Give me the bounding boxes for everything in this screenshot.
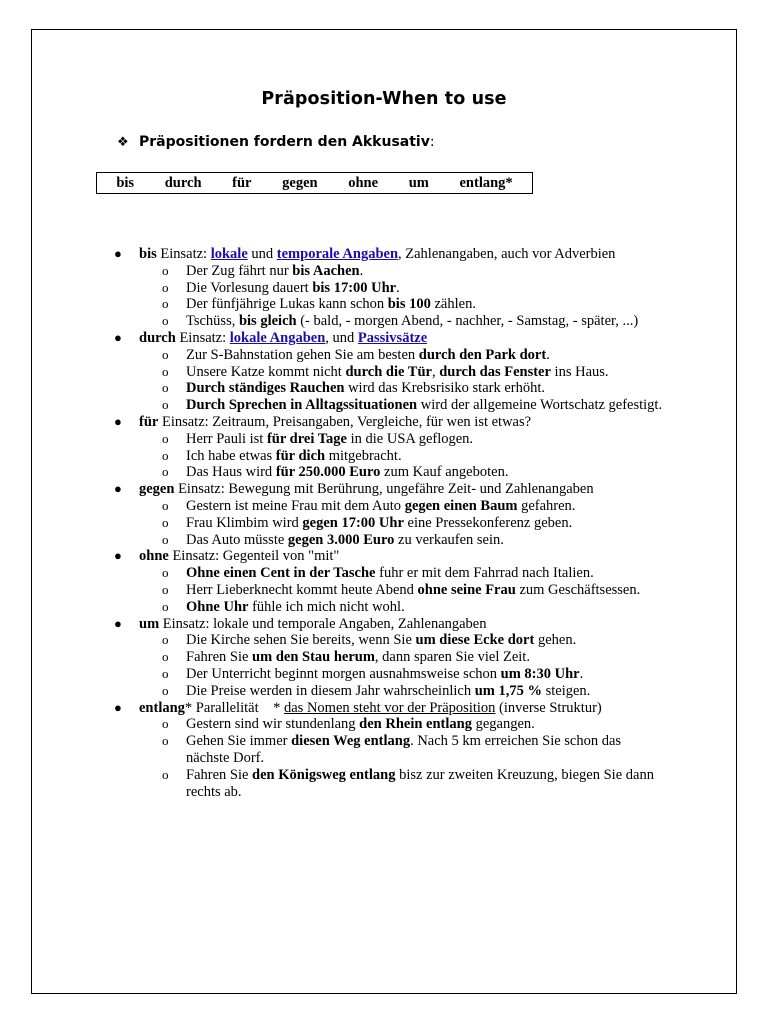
example-item: o Ich habe etwas für dich mitgebracht. — [162, 447, 402, 464]
example-item: o Herr Pauli ist für drei Tage in die USA geflogen. — [162, 430, 474, 447]
example-item: o Gestern ist meine Frau mit dem Auto gegen einen Baum gefahren. — [162, 497, 576, 514]
circle-bullet-icon: o — [162, 682, 169, 698]
example-item: o Unsere Katze kommt nicht durch die Tür, durch das Fenster ins Haus. — [162, 363, 609, 380]
example-item: o Das Haus wird für 250.000 Euro zum Kauf angeboten. — [162, 464, 509, 481]
list-item-um: ● um Einsatz: lokale und temporale Angaben, Zahlenangaben — [114, 615, 487, 632]
example-item: o Der fünfjährige Lukas kann schon bis 100 zählen. — [162, 296, 476, 313]
bullet-icon: ● — [114, 329, 122, 345]
prepositions-box — [96, 172, 533, 194]
example-item: o Der Unterricht beginnt morgen ausnahmsweise schon um 8:30 Uhr. — [162, 665, 584, 682]
circle-bullet-icon: o — [162, 531, 169, 547]
example-item: o Tschüss, bis gleich (- bald, - morgen Abend, - nachher, - Samstag, - später, ...) — [162, 313, 639, 330]
circle-bullet-icon: o — [162, 296, 169, 312]
list-item-entlang: ● entlang* Parallelität * das Nomen steht vor der Präposition (inverse Struktur) — [114, 699, 602, 716]
example-item: o Die Kirche sehen Sie bereits, wenn Sie um diese Ecke dort gehen. — [162, 632, 577, 649]
circle-bullet-icon: o — [162, 262, 169, 278]
list-item-bis: ● bis Einsatz: lokale und temporale Angaben, Zahlenangaben, auch vor Adverbien — [114, 246, 616, 262]
example-item: o Frau Klimbim wird gegen 17:00 Uhr eine Pressekonferenz geben. — [162, 514, 573, 531]
prep-gegen: gegen — [282, 174, 318, 191]
example-item: o Ohne einen Cent in der Tasche fuhr er mit dem Fahrrad nach Italien. — [162, 565, 594, 582]
prep-durch: durch — [164, 174, 202, 191]
circle-bullet-icon: o — [162, 716, 169, 732]
prep-fuer: für — [232, 174, 252, 191]
list-item-durch: ● durch Einsatz: lokale Angaben, und Passivsätze — [114, 329, 428, 346]
subheading-colon: : — [429, 134, 435, 150]
example-item: o Durch ständiges Rauchen wird das Krebsrisiko stark erhöht. — [162, 380, 545, 397]
circle-bullet-icon: o — [162, 733, 169, 749]
example-item: o Die Preise werden in diesem Jahr wahrscheinlich um 1,75 % steigen. — [162, 682, 591, 699]
subheading-text: Präpositionen fordern den Akkusativ — [139, 134, 430, 150]
bullet-icon: ● — [114, 615, 122, 631]
circle-bullet-icon: o — [162, 766, 169, 782]
bullet-icon: ● — [114, 481, 122, 497]
circle-bullet-icon: o — [162, 497, 169, 513]
circle-bullet-icon: o — [162, 380, 169, 396]
bullet-icon: ● — [114, 413, 122, 429]
circle-bullet-icon: o — [162, 565, 169, 581]
link-lokale[interactable]: lokale — [210, 246, 248, 262]
list-item-gegen: ● gegen Einsatz: Bewegung mit Berührung, ungefähre Zeit- und Zahlenangaben — [114, 481, 594, 498]
prep-bis: bis — [116, 174, 135, 191]
example-item: o Der Zug fährt nur bis Aachen. — [162, 262, 364, 279]
example-item: o Das Auto müsste gegen 3.000 Euro zu verkaufen sein. — [162, 531, 504, 548]
link-temporale-angaben[interactable]: temporale Angaben — [276, 246, 399, 262]
link-passivsaetze[interactable]: Passivsätze — [357, 329, 428, 346]
example-item: o Gehen Sie immer diesen Weg entlang. Nach 5 km erreichen Sie schon das nächste Dorf. — [162, 733, 622, 766]
example-item: o Fahren Sie um den Stau herum, dann sparen Sie viel Zeit. — [162, 649, 530, 666]
example-item: o Durch Sprechen in Alltagssituationen wird der allgemeine Wortschatz gefestigt. — [162, 397, 663, 414]
prep-ohne: ohne — [348, 174, 379, 191]
subheading — [117, 134, 435, 150]
preposition-list — [0, 246, 768, 800]
circle-bullet-icon: o — [162, 665, 169, 681]
circle-bullet-icon: o — [162, 397, 169, 413]
circle-bullet-icon: o — [162, 430, 169, 446]
circle-bullet-icon: o — [162, 464, 169, 480]
circle-bullet-icon: o — [162, 581, 169, 597]
example-item: o Ohne Uhr fühle ich mich nicht wohl. — [162, 598, 405, 615]
prep-entlang: entlang* — [459, 174, 513, 191]
example-item: o Die Vorlesung dauert bis 17:00 Uhr. — [162, 279, 400, 296]
circle-bullet-icon: o — [162, 279, 169, 295]
example-item: o Herr Lieberknecht kommt heute Abend ohne seine Frau zum Geschäftsessen. — [162, 581, 641, 598]
circle-bullet-icon: o — [162, 346, 169, 362]
bullet-icon: ● — [114, 699, 122, 715]
bullet-icon: ● — [114, 246, 122, 261]
link-lokale-angaben[interactable]: lokale Angaben — [229, 329, 326, 346]
example-item: o Fahren Sie den Königsweg entlang bisz zur zweiten Kreuzung, biegen Sie dann rechts ab. — [162, 766, 654, 800]
list-item-fuer: ● für Einsatz: Zeitraum, Preisangaben, Vergleiche, für wen ist etwas? — [114, 413, 532, 430]
bullet-icon: ● — [114, 548, 122, 564]
circle-bullet-icon: o — [162, 447, 169, 463]
prep-um: um — [408, 174, 429, 191]
circle-bullet-icon: o — [162, 514, 169, 530]
page-title: Präposition-When to use — [261, 89, 507, 109]
list-item-ohne: ● ohne Einsatz: Gegenteil von "mit" — [114, 548, 340, 565]
example-item: o Gestern sind wir stundenlang den Rhein entlang gegangen. — [162, 716, 535, 733]
diamond-bullet-icon: ❖ — [117, 135, 129, 150]
circle-bullet-icon: o — [162, 598, 169, 614]
circle-bullet-icon: o — [162, 363, 169, 379]
circle-bullet-icon: o — [162, 313, 169, 329]
circle-bullet-icon: o — [162, 632, 169, 648]
example-item: o Zur S-Bahnstation gehen Sie am besten durch den Park dort. — [162, 346, 550, 363]
circle-bullet-icon: o — [162, 649, 169, 665]
